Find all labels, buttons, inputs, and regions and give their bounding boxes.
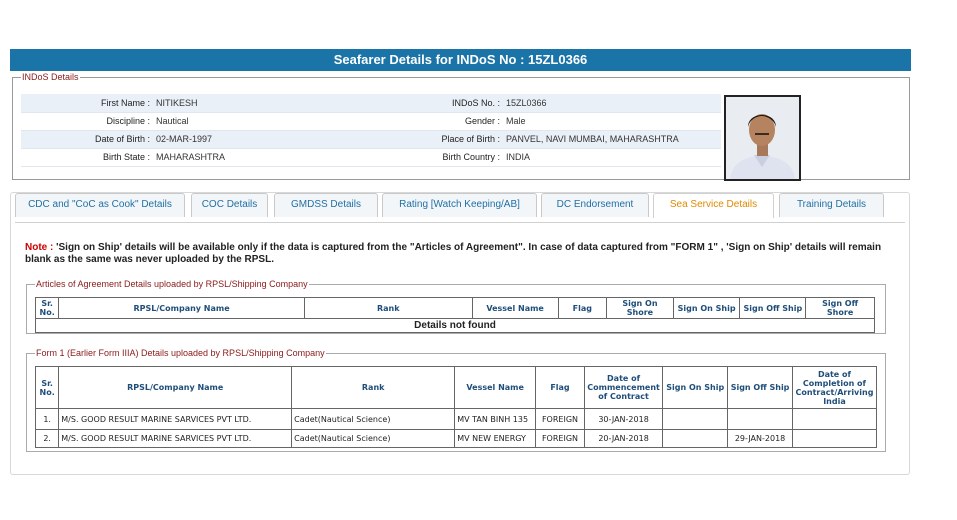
- articles-empty-row: [36, 319, 875, 333]
- articles-header-row: [36, 298, 875, 319]
- tab-label: DC Endorsement: [556, 199, 634, 210]
- details-not-found-message: Details not found: [36, 319, 875, 333]
- birth-state-value: MAHARASHTRA: [153, 148, 385, 166]
- tab-label: Rating [Watch Keeping/AB]: [399, 199, 520, 210]
- col-sr-no: Sr. No.: [36, 367, 59, 409]
- gender-label: Gender :: [385, 112, 503, 130]
- tab-rating-watch-keeping[interactable]: [382, 193, 537, 217]
- articles-table: [35, 297, 875, 333]
- company-name-cell: M/S. GOOD RESULT MARINE SARVICES PVT LTD.: [59, 430, 292, 448]
- dob-value: 02-MAR-1997: [153, 130, 385, 148]
- rank-cell: Cadet(Nautical Science): [292, 430, 455, 448]
- table-row: [36, 430, 877, 448]
- flag-cell: FOREIGN: [536, 409, 585, 430]
- form1-legend: Form 1 (Earlier Form IIIA) Details uploaded by RPSL/Shipping Company: [36, 348, 325, 358]
- sign-on-ship-cell: [663, 430, 728, 448]
- articles-section: [26, 279, 886, 334]
- col-completion-date: Date of Completion of Contract/Arriving India: [792, 367, 876, 409]
- tab-gmdss-details[interactable]: [274, 193, 378, 217]
- col-sign-on-shore: Sign On Shore: [607, 298, 674, 319]
- tab-dc-endorsement[interactable]: [541, 193, 649, 217]
- place-of-birth-value: PANVEL, NAVI MUMBAI, MAHARASHTRA: [503, 130, 721, 148]
- tab-training-details[interactable]: [779, 193, 884, 217]
- sr-no-cell: 1.: [36, 409, 59, 430]
- indos-no-label: INDoS No. :: [385, 94, 503, 112]
- col-sign-off-ship: Sign Off Ship: [728, 367, 793, 409]
- vessel-name-cell: MV NEW ENERGY: [455, 430, 536, 448]
- discipline-label: Discipline :: [21, 112, 153, 130]
- info-row: [21, 130, 721, 148]
- indos-details-legend: INDoS Details: [22, 72, 79, 82]
- first-name-label: First Name :: [21, 94, 153, 112]
- company-name-cell: M/S. GOOD RESULT MARINE SARVICES PVT LTD.: [59, 409, 292, 430]
- col-vessel-name: Vessel Name: [455, 367, 536, 409]
- rank-cell: Cadet(Nautical Science): [292, 409, 455, 430]
- tab-divider: [15, 222, 905, 223]
- person-photo-icon: [726, 97, 799, 179]
- tab-label: Training Details: [796, 199, 867, 210]
- discipline-value: Nautical: [153, 112, 385, 130]
- dob-label: Date of Birth :: [21, 130, 153, 148]
- commencement-date-cell: 20-JAN-2018: [584, 430, 663, 448]
- tab-label: GMDSS Details: [290, 199, 361, 210]
- commencement-date-cell: 30-JAN-2018: [584, 409, 663, 430]
- info-row: [21, 112, 721, 130]
- tab-label: COC Details: [201, 199, 258, 210]
- tab-cdc-details[interactable]: [15, 193, 185, 217]
- birth-country-label: Birth Country :: [385, 148, 503, 166]
- col-sign-on-ship: Sign On Ship: [673, 298, 740, 319]
- col-company-name: RPSL/Company Name: [59, 298, 305, 319]
- details-panel: [10, 192, 910, 475]
- col-sr-no: Sr. No.: [36, 298, 59, 319]
- birth-state-label: Birth State :: [21, 148, 153, 166]
- form1-table: [35, 366, 877, 448]
- sr-no-cell: 2.: [36, 430, 59, 448]
- col-commencement-date: Date of Commencement of Contract: [584, 367, 663, 409]
- indos-details-section: [12, 72, 910, 180]
- col-sign-on-ship: Sign On Ship: [663, 367, 728, 409]
- note-label: Note :: [25, 242, 54, 253]
- info-row: [21, 148, 721, 166]
- col-rank: Rank: [292, 367, 455, 409]
- seafarer-photo: [724, 95, 801, 181]
- tab-label: Sea Service Details: [669, 199, 758, 210]
- first-name-value: NITIKESH: [153, 94, 385, 112]
- completion-date-cell: [792, 409, 876, 430]
- sign-on-note: [25, 242, 897, 266]
- form1-section: [26, 348, 886, 452]
- col-vessel-name: Vessel Name: [472, 298, 558, 319]
- sign-on-ship-cell: [663, 409, 728, 430]
- tab-label: CDC and "CoC as Cook" Details: [28, 199, 172, 210]
- col-flag: Flag: [558, 298, 607, 319]
- gender-value: Male: [503, 112, 721, 130]
- table-row: [36, 409, 877, 430]
- indos-info-table: [21, 94, 721, 167]
- tab-sea-service-details[interactable]: [653, 193, 774, 218]
- vessel-name-cell: MV TAN BINH 135: [455, 409, 536, 430]
- indos-no-value: 15ZL0366: [503, 94, 721, 112]
- form1-header-row: [36, 367, 877, 409]
- col-company-name: RPSL/Company Name: [59, 367, 292, 409]
- sign-off-ship-cell: [728, 409, 793, 430]
- flag-cell: FOREIGN: [536, 430, 585, 448]
- page-title: Seafarer Details for INDoS No : 15ZL0366: [333, 52, 588, 67]
- place-of-birth-label: Place of Birth :: [385, 130, 503, 148]
- page-title-bar: [10, 49, 911, 71]
- note-text: 'Sign on Ship' details will be available only if the data is captured from the "Articles of Agreement". In case of data captured from "FORM 1" , 'Sign on Ship' details will remain blank as the same was never uploaded by the RPSL.: [25, 242, 882, 265]
- completion-date-cell: [792, 430, 876, 448]
- birth-country-value: INDIA: [503, 148, 721, 166]
- tab-coc-details[interactable]: [191, 193, 268, 217]
- articles-legend: Articles of Agreement Details uploaded by RPSL/Shipping Company: [36, 279, 308, 289]
- col-sign-off-ship: Sign Off Ship: [740, 298, 806, 319]
- col-flag: Flag: [536, 367, 585, 409]
- sign-off-ship-cell: 29-JAN-2018: [728, 430, 793, 448]
- col-rank: Rank: [304, 298, 472, 319]
- col-sign-off-shore: Sign Off Shore: [806, 298, 875, 319]
- info-row: [21, 94, 721, 112]
